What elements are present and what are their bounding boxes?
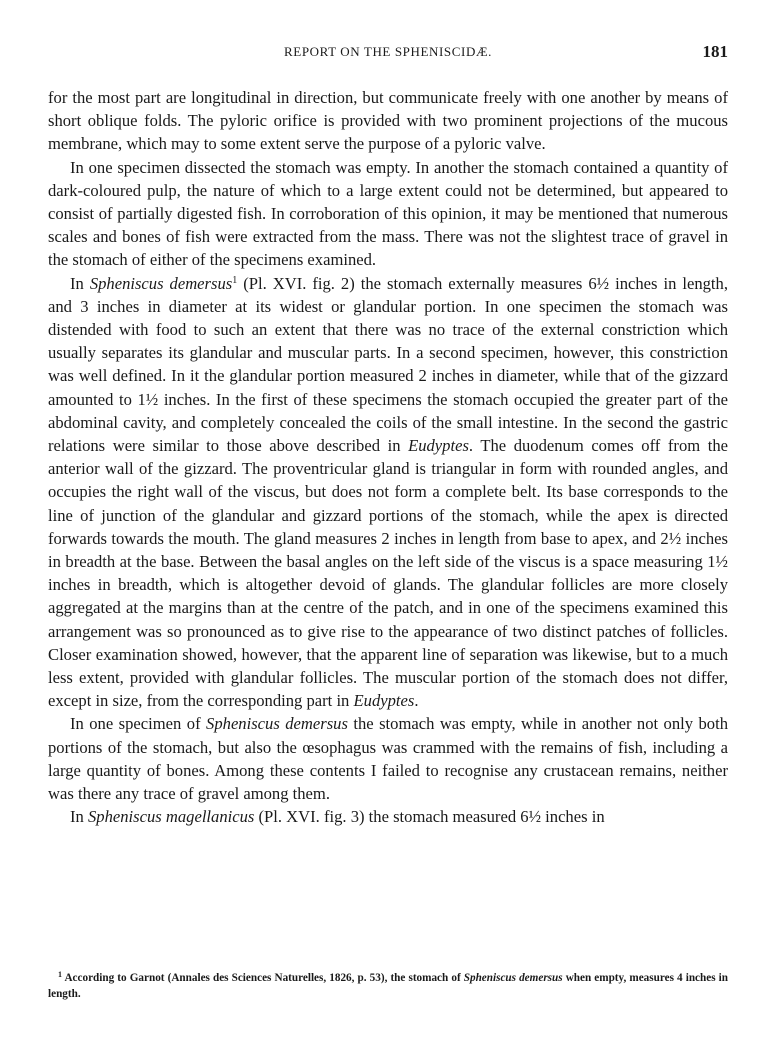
paragraph-4 bbox=[48, 712, 728, 805]
paragraph-2: In one specimen dissected the stomach was empty. In another the stomach contained a quantity of dark-coloured pulp, the nature of which to a large extent could not be determined, but appeared to consist of partially digested fish. In corroboration of this opinion, it may be mentioned that numerous scales and bones of fish were extracted from the mass. There was not the slightest trace of gravel in the stomach of either of the specimens examined. bbox=[48, 157, 728, 270]
paragraph-1: for the most part are longitudinal in direction, but communicate freely with one another by means of short oblique folds. The pyloric orifice is provided with two prominent projections of the mucous membrane, which may to some extent serve the purpose of a pyloric valve. bbox=[48, 88, 728, 154]
text-run: In bbox=[70, 273, 90, 293]
paragraph-3 bbox=[48, 272, 728, 713]
text-run: In one specimen of bbox=[70, 714, 207, 734]
species-name: Spheniscus demersus bbox=[463, 972, 563, 984]
running-head: REPORT ON THE SPHENISCIDÆ. bbox=[284, 44, 492, 59]
text-run: In bbox=[70, 807, 88, 827]
body-text bbox=[48, 86, 728, 829]
species-name: Spheniscus demersus bbox=[89, 273, 233, 293]
footnote-reference[interactable]: 1 bbox=[232, 274, 238, 286]
text-run: (Pl. XVI. fig. 2) the stomach externally measures 6½ inches in length, and 3 inches in diameter at its widest or glandular portion. In one specimen the stomach was distended with food to such an extent that there was no trace of the external constriction which usually separates its glandular and muscular parts. In a second specimen, however, this constriction was well defined. In it the glandular portion measured 2 inches in diameter, while that of the gizzard amounted to 1½ inches. In the first of these specimens the stomach occupied the greater part of the abdominal cavity, and completely concealed the coils of the small intestine. In the second the gastric relations were similar to those above described in bbox=[48, 273, 728, 456]
footnote bbox=[48, 970, 728, 1002]
text-run: the stomach was empty, while in another not only both portions of the stomach, but also the œsophagus was crammed with the remains of fish, including a large quantity of bones. Among these contents I failed to recognise any crustacean remains, neither was there any trace of gravel among them. bbox=[48, 714, 728, 804]
paragraph-5 bbox=[48, 805, 728, 828]
page-number: 181 bbox=[702, 42, 728, 61]
footnote-text: According to Garnot (Annales des Sciences Naturelles, 1826, p. 53), the stomach of bbox=[62, 972, 464, 984]
species-name: Spheniscus demersus bbox=[206, 714, 348, 734]
species-name: Spheniscus magellanicus bbox=[87, 807, 255, 827]
text-run: . The duodenum comes off from the anterior wall of the gizzard. The proventricular gland is triangular in form with rounded angles, and occupies the right wall of the viscus, but does not form a complete belt. Its base corresponds to the line of junction of the glandular and gizzard portions of the stomach, while the apex is directed forwards towards the mouth. The gland measures 2 inches in length from base to apex, and 2½ inches in breadth at the base. Between the basal angles on the left side of the viscus is a space measuring 1½ inches in breadth, which is altogether devoid of glands. The glandular follicles are more closely aggregated at the margins than at the centre of the patch, and in one of the specimens examined this arrangement was so pronounced as to give rise to the appearance of two distinct patches of follicles. Closer examination showed, however, that the apparent line of separation was likewise, but to a much less extent, provided with glandular follicles. The muscular portion of the stomach does not differ, except in size, from the corresponding part in bbox=[48, 436, 728, 711]
text-run: . bbox=[414, 691, 419, 711]
text-run: (Pl. XVI. fig. 3) the stomach measured 6½ inches in bbox=[254, 807, 605, 827]
footnote-marker: 1 bbox=[58, 970, 62, 979]
footnote-text: when empty, measures 4 inches in length. bbox=[48, 972, 728, 1000]
page-header bbox=[48, 44, 728, 68]
genus-name: Eudyptes bbox=[408, 436, 469, 456]
genus-name: Eudyptes bbox=[353, 691, 415, 711]
